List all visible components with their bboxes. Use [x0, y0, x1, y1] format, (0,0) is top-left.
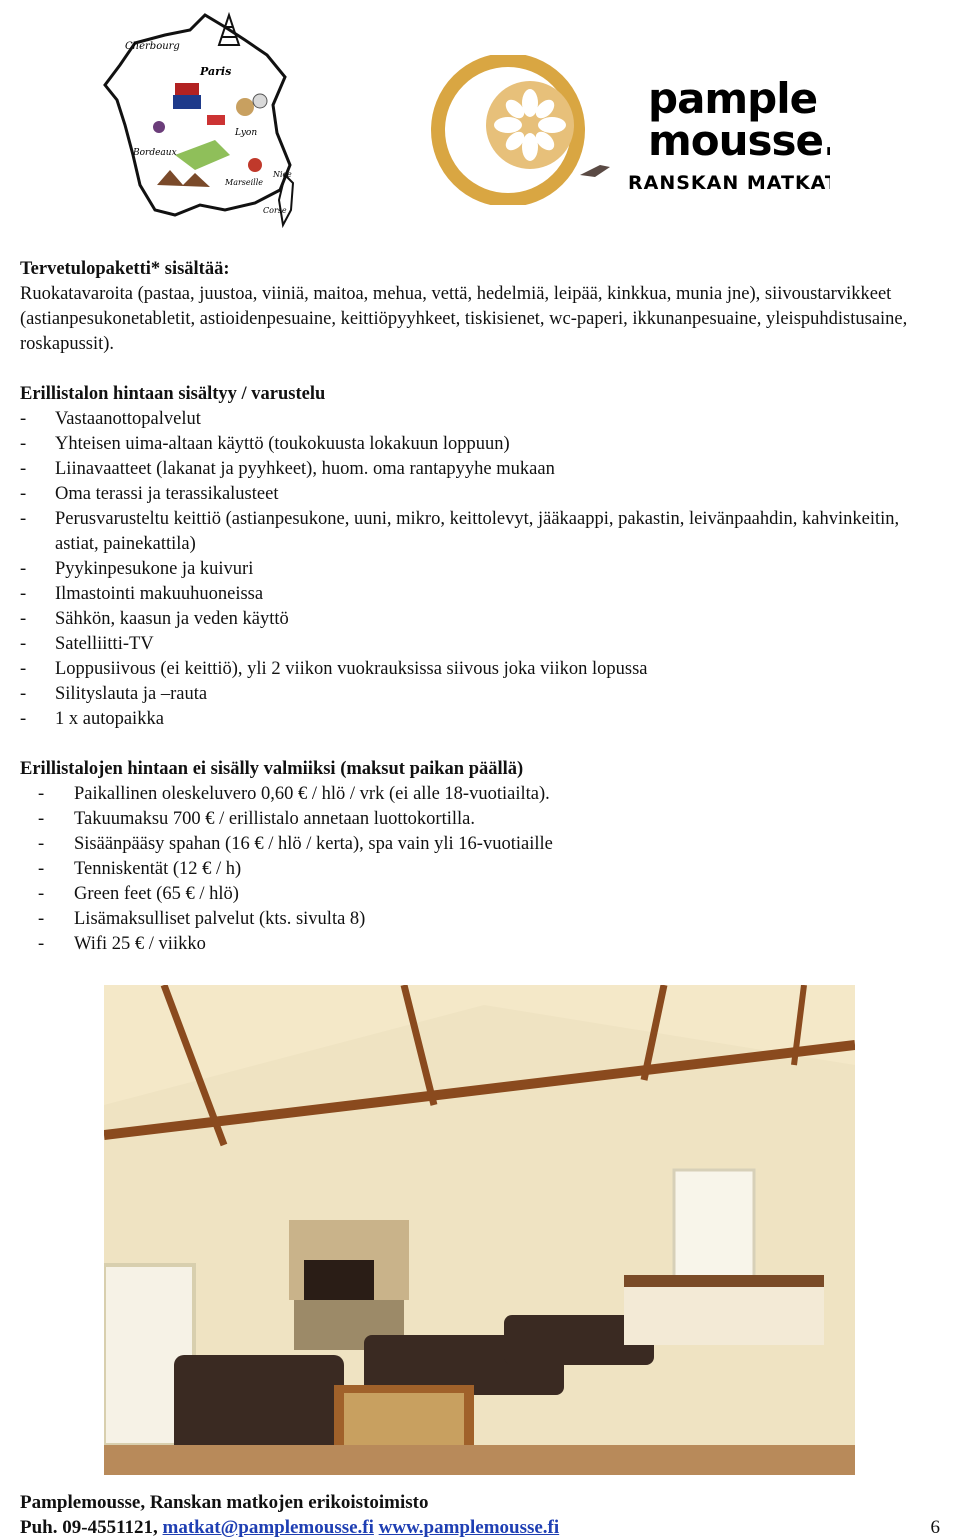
footer-contact	[20, 1515, 960, 1540]
list-item: - Silityslauta ja –rauta	[20, 682, 945, 707]
list-item: - Takuumaksu 700 € / erillistalo annetaan luottokortilla.	[20, 807, 945, 832]
living-room-photo	[104, 985, 855, 1475]
list-item: - Ilmastointi makuuhuoneissa	[20, 582, 945, 607]
grapefruit-logo-icon	[430, 55, 830, 205]
pamplemousse-logo	[430, 55, 830, 205]
welcome-title: Tervetulopaketti* sisältää:	[20, 259, 230, 279]
list-item: - Lisämaksulliset palvelut (kts. sivulta 8)	[20, 907, 945, 932]
document-body	[20, 257, 945, 957]
map-label-paris: Paris	[200, 65, 232, 78]
brand-name-line1: pample	[648, 74, 818, 123]
map-label-bordeaux: Bordeaux	[133, 148, 177, 158]
france-map-illustration-icon	[95, 5, 310, 230]
map-label-corse: Corse	[263, 206, 287, 215]
list-item: - Yhteisen uima-altaan käyttö (toukokuusta lokakuun loppuun)	[20, 432, 945, 457]
footer-website-link[interactable]: www.pamplemousse.fi	[378, 1517, 560, 1538]
map-label-nice: Nice	[273, 170, 292, 179]
page-footer	[20, 1490, 960, 1540]
list-item: - Sähkön, kaasun ja veden käyttö	[20, 607, 945, 632]
list-item: - Sisäänpääsy spahan (16 € / hlö / kerta), spa vain yli 16-vuotiaille	[20, 832, 945, 857]
list-item: - Satelliitti-TV	[20, 632, 945, 657]
list-item: - Oma terassi ja terassikalusteet	[20, 482, 945, 507]
brand-subtitle: RANSKAN MATKAT	[628, 172, 830, 194]
list-item: - Pyykinpesukone ja kuivuri	[20, 557, 945, 582]
list-item: - Wifi 25 € / viikko	[20, 932, 945, 957]
map-label-cherbourg: Cherbourg	[125, 41, 180, 52]
living-room-photo-icon	[104, 985, 855, 1475]
list-item: - Green feet (65 € / hlö)	[20, 882, 945, 907]
list-item: - 1 x autopaikka	[20, 707, 945, 732]
list-item: - Perusvarusteltu keittiö (astianpesukone, uuni, mikro, keittolevyt, jääkaappi, pakastin, leivänpaahdin, kahvinkeitin, astiat, painekattila)	[20, 507, 945, 557]
list-item: - Loppusiivous (ei keittiö), yli 2 viikon vuokrauksissa siivous joka viikon lopussa	[20, 657, 945, 682]
page-number: 6	[930, 1517, 940, 1538]
excluded-list	[20, 782, 945, 957]
map-label-lyon: Lyon	[235, 128, 258, 138]
brand-name-line2: mousse.	[648, 116, 830, 165]
france-map-logo	[95, 5, 310, 230]
list-item: - Vastaanottopalvelut	[20, 407, 945, 432]
map-label-marseille: Marseille	[225, 178, 264, 187]
welcome-body: Ruokatavaroita (pastaa, juustoa, viiniä, maitoa, mehua, vettä, hedelmiä, leipää, kinkkua, munia jne), siivoustarvikkeet (astianpesukonetabletit, astioidenpesuaine, keittiöpyyhkeet, tiskisienet, wc-paperi, ikkunanpesuaine, yleispuhdistusaine, roskapussit).	[20, 284, 908, 354]
included-title: Erillistalon hintaan sisältyy / varustelu	[20, 384, 326, 404]
footer-email-link[interactable]: matkat@pamplemousse.fi	[162, 1517, 374, 1538]
list-item: - Tenniskentät (12 € / h)	[20, 857, 945, 882]
included-list	[20, 407, 945, 732]
footer-company: Pamplemousse, Ranskan matkojen erikoistoimisto	[20, 1492, 429, 1513]
list-item: - Liinavaatteet (lakanat ja pyyhkeet), huom. oma rantapyyhe mukaan	[20, 457, 945, 482]
excluded-title: Erillistalojen hintaan ei sisälly valmiiksi (maksut paikan päällä)	[20, 759, 524, 779]
list-item: - Paikallinen oleskeluvero 0,60 € / hlö / vrk (ei alle 18-vuotiailta).	[20, 782, 945, 807]
footer-phone: Puh. 09-4551121,	[20, 1517, 158, 1538]
